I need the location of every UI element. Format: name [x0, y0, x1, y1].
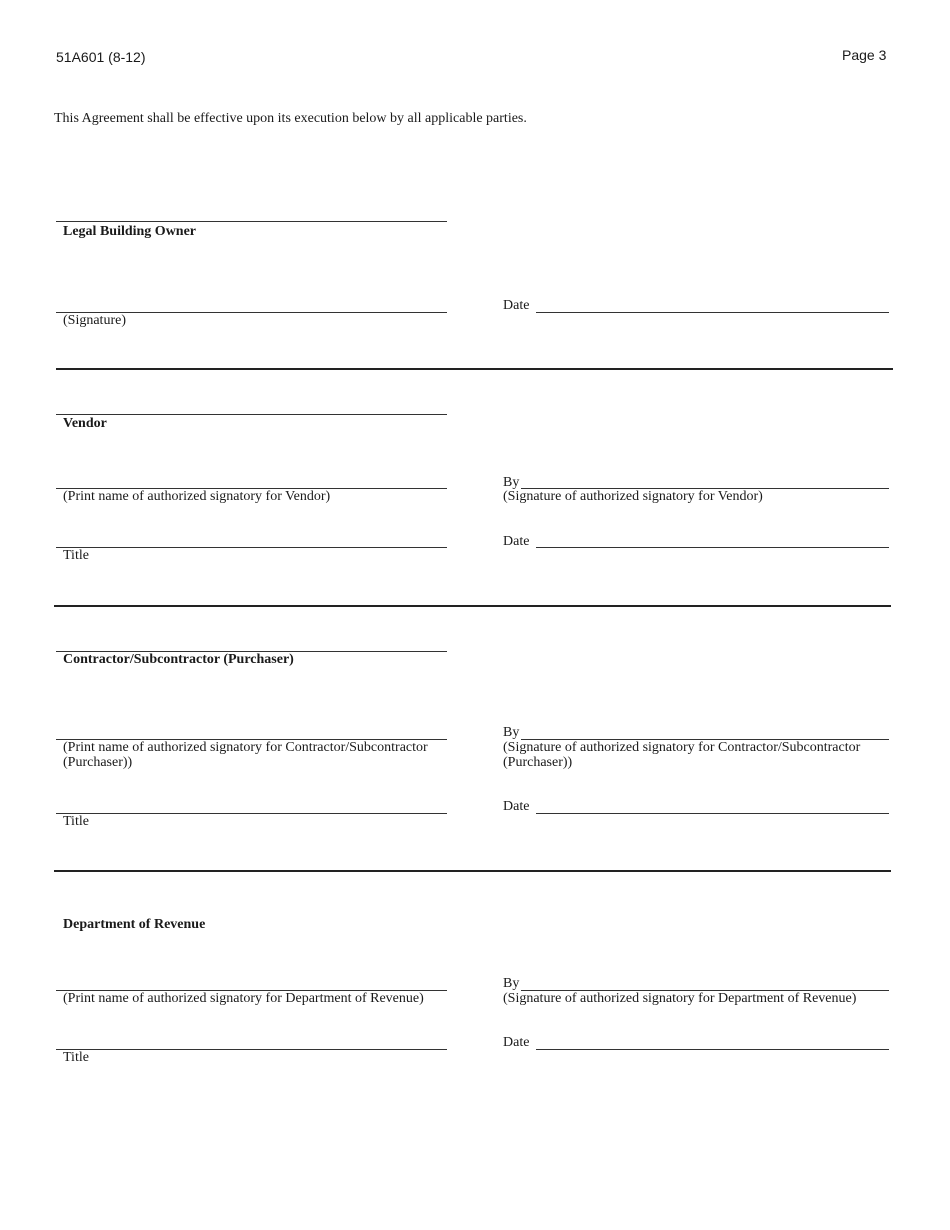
revenue-signature-caption: (Signature of authorized signatory for Department of Revenue) — [503, 991, 857, 1006]
owner-signature-field[interactable] — [56, 294, 447, 313]
revenue-print-name-caption: (Print name of authorized signatory for Department of Revenue) — [63, 991, 424, 1006]
purchaser-heading: Contractor/Subcontractor (Purchaser) — [63, 652, 294, 667]
vendor-name-field[interactable] — [56, 396, 447, 415]
purchaser-signature-caption-line2: (Purchaser)) — [503, 755, 573, 770]
revenue-date-label: Date — [503, 1035, 532, 1050]
owner-name-field[interactable] — [56, 203, 447, 222]
form-number: 51A601 (8-12) — [56, 49, 146, 65]
section-divider — [54, 870, 891, 872]
purchaser-signature-caption-line1: (Signature of authorized signatory for Contractor/Subcontractor — [503, 740, 861, 755]
vendor-by-label: By — [503, 475, 522, 490]
owner-heading: Legal Building Owner — [63, 224, 197, 239]
revenue-print-name-field[interactable] — [56, 972, 447, 991]
purchaser-print-name-field[interactable] — [56, 721, 447, 740]
vendor-signature-field[interactable] — [521, 470, 889, 489]
intro-text: This Agreement shall be effective upon its execution below by all applicable parties. — [54, 111, 527, 126]
vendor-title-caption: Title — [63, 548, 89, 563]
purchaser-print-name-caption-line1: (Print name of authorized signatory for Contractor/Subcontractor — [63, 740, 428, 755]
revenue-by-label: By — [503, 976, 522, 991]
owner-signature-caption: (Signature) — [63, 313, 126, 328]
purchaser-date-label: Date — [503, 799, 532, 814]
revenue-title-caption: Title — [63, 1050, 89, 1065]
section-divider — [54, 605, 891, 607]
revenue-title-field[interactable] — [56, 1031, 447, 1050]
vendor-print-name-caption: (Print name of authorized signatory for Vendor) — [63, 489, 331, 504]
vendor-signature-caption: (Signature of authorized signatory for Vendor) — [503, 489, 763, 504]
revenue-heading: Department of Revenue — [63, 917, 206, 932]
section-divider — [56, 368, 893, 370]
revenue-signature-field[interactable] — [521, 972, 889, 991]
vendor-date-field[interactable] — [536, 529, 889, 548]
vendor-print-name-field[interactable] — [56, 470, 447, 489]
purchaser-by-label: By — [503, 725, 522, 740]
vendor-heading: Vendor — [63, 416, 107, 431]
purchaser-date-field[interactable] — [536, 795, 889, 814]
page-number: Page 3 — [842, 47, 887, 63]
owner-date-field[interactable] — [536, 294, 889, 313]
purchaser-print-name-caption-line2: (Purchaser)) — [63, 755, 133, 770]
purchaser-signature-field[interactable] — [521, 721, 889, 740]
vendor-date-label: Date — [503, 534, 532, 549]
revenue-date-field[interactable] — [536, 1031, 889, 1050]
purchaser-name-field[interactable] — [56, 633, 447, 652]
vendor-title-field[interactable] — [56, 529, 447, 548]
owner-date-label: Date — [503, 298, 532, 313]
purchaser-title-caption: Title — [63, 814, 89, 829]
purchaser-title-field[interactable] — [56, 795, 447, 814]
